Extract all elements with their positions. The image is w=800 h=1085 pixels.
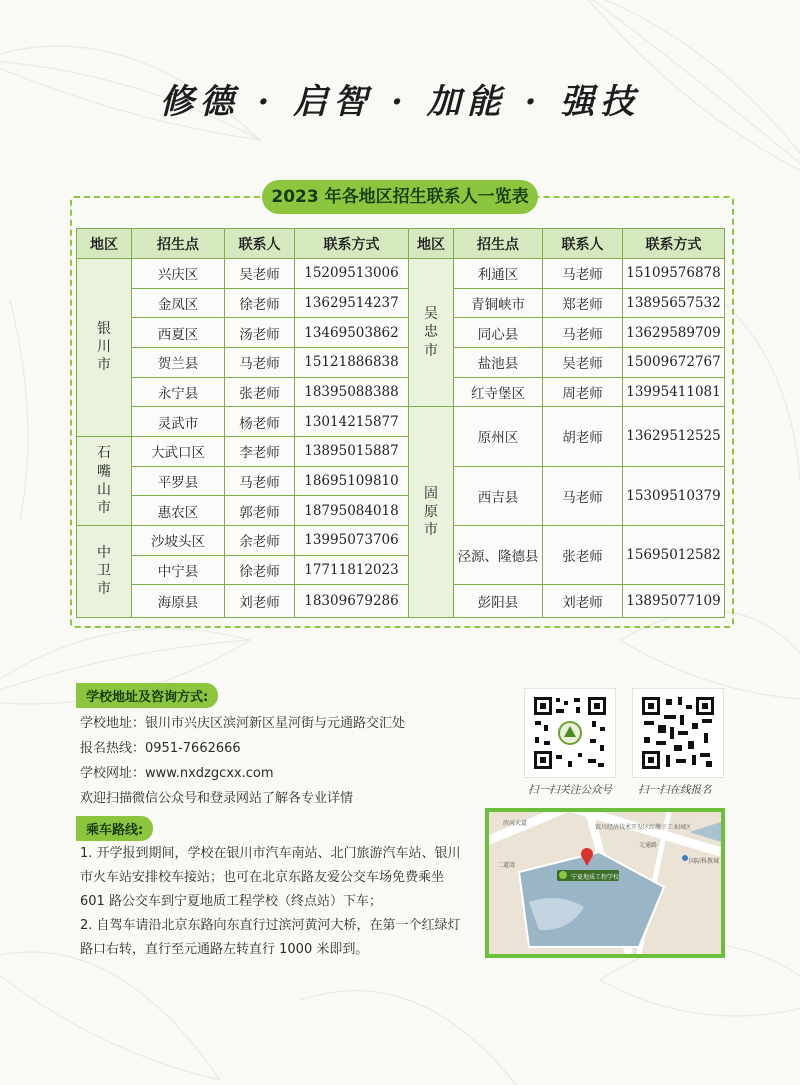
region-cell: 中卫市 xyxy=(77,525,132,617)
phone-cell: 13995073706 xyxy=(295,525,409,555)
phone-cell: 15309510379 xyxy=(623,466,725,525)
phone-cell: 18309679286 xyxy=(295,585,409,618)
website-line[interactable]: 学校网址：www.nxdzgcxx.com xyxy=(80,766,274,781)
phone-cell: 15209513006 xyxy=(295,259,409,289)
location-map[interactable] xyxy=(485,808,725,958)
table-row xyxy=(77,288,725,318)
point-cell: 红寺堡区 xyxy=(454,377,543,407)
point-cell: 贺兰县 xyxy=(132,347,225,377)
phone-cell: 15109576878 xyxy=(623,259,725,289)
point-cell: 西吉县 xyxy=(454,466,543,525)
region-cell: 石嘴山市 xyxy=(77,436,132,525)
phone-cell: 13469503862 xyxy=(295,318,409,348)
header-contact-right: 联系人 xyxy=(543,229,623,259)
point-cell: 同心县 xyxy=(454,318,543,348)
map-label-road-1: 二道湾 xyxy=(497,862,516,869)
wechat-qr-code[interactable] xyxy=(524,688,616,778)
header-phone: 联系方式 xyxy=(295,229,409,259)
map-label-road-2: 滨河大道 xyxy=(503,820,528,827)
table-header-row xyxy=(77,229,725,259)
point-cell: 利通区 xyxy=(454,259,543,289)
point-cell: 金凤区 xyxy=(132,288,225,318)
phone-cell: 18695109810 xyxy=(295,466,409,496)
point-cell: 原州区 xyxy=(454,407,543,466)
phone-cell: 13629512525 xyxy=(623,407,725,466)
table-row xyxy=(77,525,725,555)
table-row xyxy=(77,259,725,289)
contact-cell: 郭老师 xyxy=(225,496,295,526)
point-cell: 泾源、隆德县 xyxy=(454,525,543,584)
region-cell-right: 吴忠市 xyxy=(409,259,454,407)
contact-cell: 郑老师 xyxy=(543,288,623,318)
header-point-right: 招生点 xyxy=(454,229,543,259)
phone-cell: 18795084018 xyxy=(295,496,409,526)
contact-cell: 张老师 xyxy=(543,525,623,584)
map-drawing xyxy=(489,812,721,954)
table-row xyxy=(77,466,725,496)
phone-cell: 13895077109 xyxy=(623,585,725,618)
qr-code-icon xyxy=(532,695,608,771)
phone-cell: 15695012582 xyxy=(623,525,725,584)
route-step-1: 1. 开学报到期间，学校在银川市汽车南站、北门旅游汽车站、银川市火车站安排校车接站；也可在北京东路友爱公交车场免费乘坐 601 路公交车到宁夏地质工程学校（终点站）下车； xyxy=(80,846,461,909)
qr-code-icon xyxy=(640,695,716,771)
table-row xyxy=(77,585,725,618)
phone-cell: 13895657532 xyxy=(623,288,725,318)
phone-cell: 13629514237 xyxy=(295,288,409,318)
contact-cell: 余老师 xyxy=(225,525,295,555)
table-row xyxy=(77,347,725,377)
contact-cell: 徐老师 xyxy=(225,555,295,585)
contact-cell: 刘老师 xyxy=(225,585,295,618)
contact-table xyxy=(76,228,724,618)
address-line: 学校地址：银川市兴庆区滨河新区星河街与元通路交汇处 xyxy=(80,716,406,731)
contact-cell: 汤老师 xyxy=(225,318,295,348)
table-title: 2023 年各地区招生联系人一览表 xyxy=(262,180,538,214)
map-canvas xyxy=(489,812,721,954)
point-cell: 青铜峡市 xyxy=(454,288,543,318)
point-cell: 盐池县 xyxy=(454,347,543,377)
point-cell: 惠农区 xyxy=(132,496,225,526)
point-cell: 海原县 xyxy=(132,585,225,618)
route-description xyxy=(80,842,472,962)
phone-cell: 15121886838 xyxy=(295,347,409,377)
contact-cell: 马老师 xyxy=(225,466,295,496)
contact-cell: 吴老师 xyxy=(225,259,295,289)
phone-cell: 17711812023 xyxy=(295,555,409,585)
contact-cell: 吴老师 xyxy=(543,347,623,377)
phone-cell: 13995411081 xyxy=(623,377,725,407)
contact-cell: 李老师 xyxy=(225,436,295,466)
point-cell: 沙坡头区 xyxy=(132,525,225,555)
table-row xyxy=(77,407,725,437)
point-cell: 灵武市 xyxy=(132,407,225,437)
region-cell-right: 固原市 xyxy=(409,407,454,618)
route-step-2: 2. 自驾车请沿北京东路向东直行过滨河黄河大桥，在第一个红绿灯路口右转，直行至元通路左转直行 1000 米即到。 xyxy=(80,918,461,957)
apply-qr-caption: 扫一扫在线报名 xyxy=(638,784,712,796)
point-cell: 平罗县 xyxy=(132,466,225,496)
contact-cell: 周老师 xyxy=(543,377,623,407)
contact-cell: 徐老师 xyxy=(225,288,295,318)
header-region-right: 地区 xyxy=(409,229,454,259)
map-label-school: 宁夏地质工程学校 xyxy=(571,874,620,881)
school-motto: 修德 · 启智 · 加能 · 强技 xyxy=(159,82,641,122)
info-note: 欢迎扫描微信公众号和登录网站了解各专业详情 xyxy=(80,791,354,806)
phone-cell: 13895015887 xyxy=(295,436,409,466)
map-label-road-3: 元通路 xyxy=(639,842,658,849)
header-region: 地区 xyxy=(77,229,132,259)
contact-cell: 刘老师 xyxy=(543,585,623,618)
point-cell: 大武口区 xyxy=(132,436,225,466)
table-row xyxy=(77,377,725,407)
contact-cell: 马老师 xyxy=(225,347,295,377)
phone-cell: 18395088388 xyxy=(295,377,409,407)
contact-cell: 马老师 xyxy=(543,466,623,525)
contact-cell: 张老师 xyxy=(225,377,295,407)
wechat-qr-caption: 扫一扫关注公众号 xyxy=(528,784,612,796)
route-section-label: 乘车路线: xyxy=(76,816,153,841)
point-cell: 永宁县 xyxy=(132,377,225,407)
contact-cell: 胡老师 xyxy=(543,407,623,466)
table-row xyxy=(77,318,725,348)
point-cell: 中宁县 xyxy=(132,555,225,585)
contact-cell: 马老师 xyxy=(543,318,623,348)
header-phone-right: 联系方式 xyxy=(623,229,725,259)
phone-cell: 13014215877 xyxy=(295,407,409,437)
hotline-line: 报名热线：0951-7662666 xyxy=(80,741,241,756)
contact-cell: 马老师 xyxy=(543,259,623,289)
phone-cell: 13629589709 xyxy=(623,318,725,348)
point-cell: 西夏区 xyxy=(132,318,225,348)
map-label-zone: 银川经济技术开发区红墩子工业园区 xyxy=(595,824,692,831)
header-point: 招生点 xyxy=(132,229,225,259)
phone-cell: 15009672767 xyxy=(623,347,725,377)
header-contact: 联系人 xyxy=(225,229,295,259)
map-label-university: 国际科教城 xyxy=(689,858,720,865)
point-cell: 兴庆区 xyxy=(132,259,225,289)
apply-qr-code[interactable] xyxy=(632,688,724,778)
contact-cell: 杨老师 xyxy=(225,407,295,437)
point-cell: 彭阳县 xyxy=(454,585,543,618)
region-cell: 银川市 xyxy=(77,259,132,437)
address-section-label: 学校地址及咨询方式: xyxy=(76,683,218,708)
